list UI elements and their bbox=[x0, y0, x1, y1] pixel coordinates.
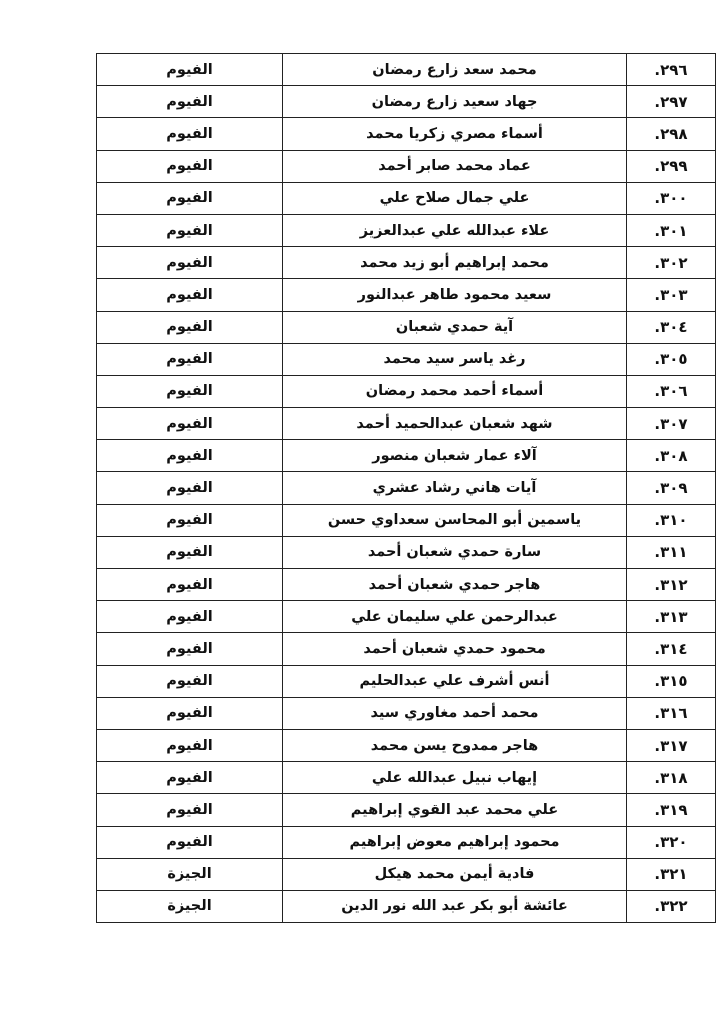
person-name: آلاء عمار شعبان منصور bbox=[283, 440, 627, 472]
row-number: ٣٢١. bbox=[627, 858, 716, 890]
row-number: ٣١٤. bbox=[627, 633, 716, 665]
table-row bbox=[97, 311, 716, 343]
row-number: ٣٢٢. bbox=[627, 890, 716, 922]
row-number: ٣٠٢. bbox=[627, 247, 716, 279]
table-row bbox=[97, 408, 716, 440]
table-row bbox=[97, 536, 716, 568]
governorate: الفيوم bbox=[97, 665, 283, 697]
table-row bbox=[97, 633, 716, 665]
table-row bbox=[97, 214, 716, 246]
person-name: محمد إبراهيم أبو زيد محمد bbox=[283, 247, 627, 279]
table-row bbox=[97, 247, 716, 279]
row-number: ٣١٨. bbox=[627, 762, 716, 794]
person-name: سارة حمدي شعبان أحمد bbox=[283, 536, 627, 568]
person-name: علاء عبدالله علي عبدالعزيز bbox=[283, 214, 627, 246]
governorate: الفيوم bbox=[97, 54, 283, 86]
row-number: ٢٩٦. bbox=[627, 54, 716, 86]
table-row bbox=[97, 150, 716, 182]
table-row bbox=[97, 665, 716, 697]
governorate: الفيوم bbox=[97, 697, 283, 729]
governorate: الفيوم bbox=[97, 247, 283, 279]
row-number: ٢٩٩. bbox=[627, 150, 716, 182]
row-number: ٣١٥. bbox=[627, 665, 716, 697]
person-name: آيات هاني رشاد عشري bbox=[283, 472, 627, 504]
table-row bbox=[97, 440, 716, 472]
governorate: الفيوم bbox=[97, 601, 283, 633]
person-name: شهد شعبان عبدالحميد أحمد bbox=[283, 408, 627, 440]
governorate: الفيوم bbox=[97, 762, 283, 794]
governorate: الفيوم bbox=[97, 536, 283, 568]
table-row bbox=[97, 375, 716, 407]
table-row bbox=[97, 794, 716, 826]
table-row bbox=[97, 86, 716, 118]
row-number: ٣٢٠. bbox=[627, 826, 716, 858]
row-number: ٣١٩. bbox=[627, 794, 716, 826]
governorate: الفيوم bbox=[97, 279, 283, 311]
governorate: الفيوم bbox=[97, 504, 283, 536]
table-row bbox=[97, 729, 716, 761]
governorate: الفيوم bbox=[97, 375, 283, 407]
table-row bbox=[97, 569, 716, 601]
table-row bbox=[97, 890, 716, 922]
table-row bbox=[97, 762, 716, 794]
row-number: ٣١٧. bbox=[627, 729, 716, 761]
row-number: ٣٠٨. bbox=[627, 440, 716, 472]
person-name: أنس أشرف علي عبدالحليم bbox=[283, 665, 627, 697]
person-name: رغد ياسر سيد محمد bbox=[283, 343, 627, 375]
governorate: الفيوم bbox=[97, 569, 283, 601]
row-number: ٢٩٨. bbox=[627, 118, 716, 150]
governorate: الفيوم bbox=[97, 826, 283, 858]
row-number: ٣٠٤. bbox=[627, 311, 716, 343]
row-number: ٣٠٧. bbox=[627, 408, 716, 440]
row-number: ٢٩٧. bbox=[627, 86, 716, 118]
person-name: آية حمدي شعبان bbox=[283, 311, 627, 343]
governorate: الجيزة bbox=[97, 858, 283, 890]
table-row bbox=[97, 697, 716, 729]
document-page bbox=[96, 53, 712, 923]
governorate: الجيزة bbox=[97, 890, 283, 922]
person-name: ياسمين أبو المحاسن سعداوي حسن bbox=[283, 504, 627, 536]
governorate: الفيوم bbox=[97, 408, 283, 440]
governorate: الفيوم bbox=[97, 118, 283, 150]
person-name: عماد محمد صابر أحمد bbox=[283, 150, 627, 182]
row-number: ٣١٢. bbox=[627, 569, 716, 601]
row-number: ٣٠٠. bbox=[627, 182, 716, 214]
person-name: محمود إبراهيم معوض إبراهيم bbox=[283, 826, 627, 858]
governorate: الفيوم bbox=[97, 182, 283, 214]
governorate: الفيوم bbox=[97, 472, 283, 504]
table-row bbox=[97, 858, 716, 890]
row-number: ٣١٦. bbox=[627, 697, 716, 729]
person-name: علي محمد عبد القوي إبراهيم bbox=[283, 794, 627, 826]
table-row bbox=[97, 182, 716, 214]
person-name: هاجر حمدي شعبان أحمد bbox=[283, 569, 627, 601]
person-name: علي جمال صلاح علي bbox=[283, 182, 627, 214]
person-name: عبدالرحمن علي سليمان علي bbox=[283, 601, 627, 633]
table-row bbox=[97, 118, 716, 150]
row-number: ٣٠٥. bbox=[627, 343, 716, 375]
governorate: الفيوم bbox=[97, 440, 283, 472]
person-name: أسماء مصري زكريا محمد bbox=[283, 118, 627, 150]
table-row bbox=[97, 826, 716, 858]
person-name: جهاد سعيد زارع رمضان bbox=[283, 86, 627, 118]
governorate: الفيوم bbox=[97, 633, 283, 665]
person-name: إيهاب نبيل عبدالله علي bbox=[283, 762, 627, 794]
governorate: الفيوم bbox=[97, 150, 283, 182]
person-name: محمود حمدي شعبان أحمد bbox=[283, 633, 627, 665]
person-name: هاجر ممدوح يسن محمد bbox=[283, 729, 627, 761]
person-name: أسماء أحمد محمد رمضان bbox=[283, 375, 627, 407]
person-name: محمد أحمد مغاوري سيد bbox=[283, 697, 627, 729]
table-row bbox=[97, 343, 716, 375]
row-number: ٣١١. bbox=[627, 536, 716, 568]
governorate: الفيوم bbox=[97, 343, 283, 375]
person-name: فادية أيمن محمد هيكل bbox=[283, 858, 627, 890]
governorate: الفيوم bbox=[97, 729, 283, 761]
person-name: محمد سعد زارع رمضان bbox=[283, 54, 627, 86]
table-row bbox=[97, 472, 716, 504]
names-table-body bbox=[97, 54, 716, 923]
table-row bbox=[97, 504, 716, 536]
governorate: الفيوم bbox=[97, 214, 283, 246]
table-row bbox=[97, 279, 716, 311]
row-number: ٣٠٣. bbox=[627, 279, 716, 311]
row-number: ٣١٣. bbox=[627, 601, 716, 633]
row-number: ٣٠٦. bbox=[627, 375, 716, 407]
row-number: ٣٠٩. bbox=[627, 472, 716, 504]
person-name: سعيد محمود طاهر عبدالنور bbox=[283, 279, 627, 311]
governorate: الفيوم bbox=[97, 86, 283, 118]
table-row bbox=[97, 601, 716, 633]
person-name: عائشة أبو بكر عبد الله نور الدين bbox=[283, 890, 627, 922]
row-number: ٣٠١. bbox=[627, 214, 716, 246]
table-row bbox=[97, 54, 716, 86]
row-number: ٣١٠. bbox=[627, 504, 716, 536]
governorate: الفيوم bbox=[97, 311, 283, 343]
names-table bbox=[96, 53, 716, 923]
governorate: الفيوم bbox=[97, 794, 283, 826]
